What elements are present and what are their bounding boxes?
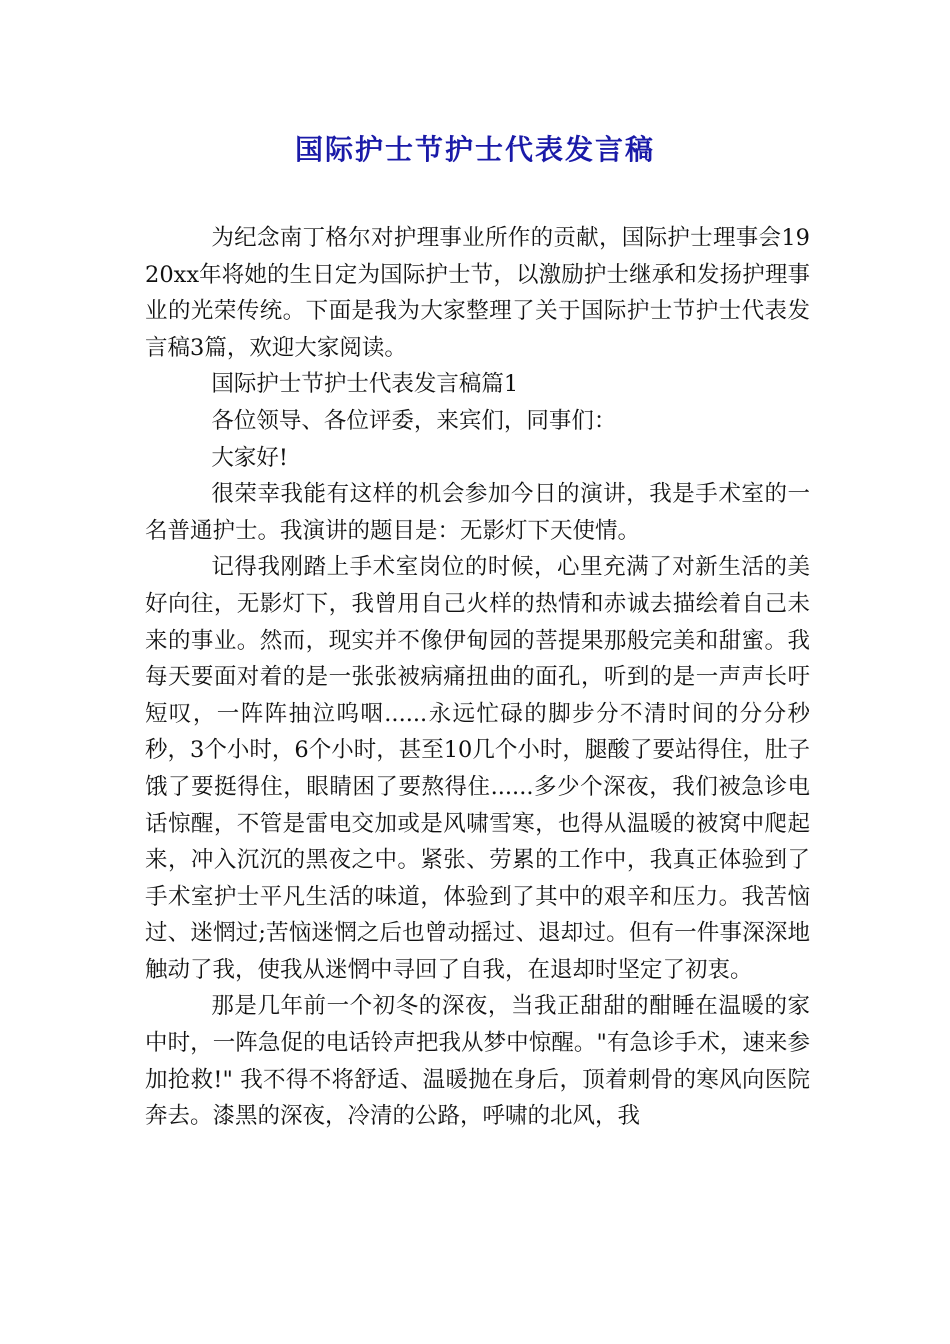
document-body <box>145 220 810 1135</box>
greeting: 大家好! <box>211 444 288 471</box>
paragraph: 那是几年前一个初冬的深夜，当我正甜甜的酣睡在温暖的家中时，一阵急促的电话铃声把我从梦中惊醒。"有急诊手术，速来参加抢救!" 我不得不将舒适、温暖抛在身后，顶着刺骨的寒风向医院奔去。漆黑的深夜，冷清的公路，呼啸的北风，我 <box>145 993 810 1130</box>
section-heading: 国际护士节护士代表发言稿篇1 <box>211 371 519 398</box>
document-title: 国际护士节护士代表发言稿 <box>294 133 655 166</box>
paragraph-intro: 为纪念南丁格尔对护理事业所作的贡献，国际护士理事会1920xx年将她的生日定为国际护士节，以激励护士继承和发扬护理事业的光荣传统。下面是我为大家整理了关于国际护士节护士代表发言稿3篇，欢迎大家阅读。 <box>145 225 810 361</box>
salutation: 各位领导、各位评委，来宾们，同事们： <box>211 407 617 434</box>
paragraph: 很荣幸我能有这样的机会参加今日的演讲，我是手术室的一名普通护士。我演讲的题目是：无影灯下天使情。 <box>145 481 810 544</box>
paragraph: 记得我刚踏上手术室岗位的时候，心里充满了对新生活的美好向往，无影灯下，我曾用自己火样的热情和赤诚去描绘着自己未来的事业。然而，现实并不像伊甸园的菩提果那般完美和甜蜜。我每天要面对着的是一张张被病痛扭曲的面孔，听到的是一声声长吁短叹，一阵阵抽泣呜咽......永远忙碌的脚步分不清时间的分分秒秒，3个小时，6个小时，甚至10几个小时，腿酸了要站得住，肚子饿了要挺得住，眼睛困了要熬得住......多少个深夜，我们被急诊电话惊醒，不管是雷电交加或是风啸雪寒，也得从温暖的被窝中爬起来，冲入沉沉的黑夜之中。紧张、劳累的工作中，我真正体验到了手术室护士平凡生活的味道，体验到了其中的艰辛和压力。我苦恼过、迷惘过;苦恼迷惘之后也曾动摇过、退却过。但有一件事深深地触动了我，使我从迷惘中寻回了自我，在退却时坚定了初衷。 <box>145 554 810 983</box>
